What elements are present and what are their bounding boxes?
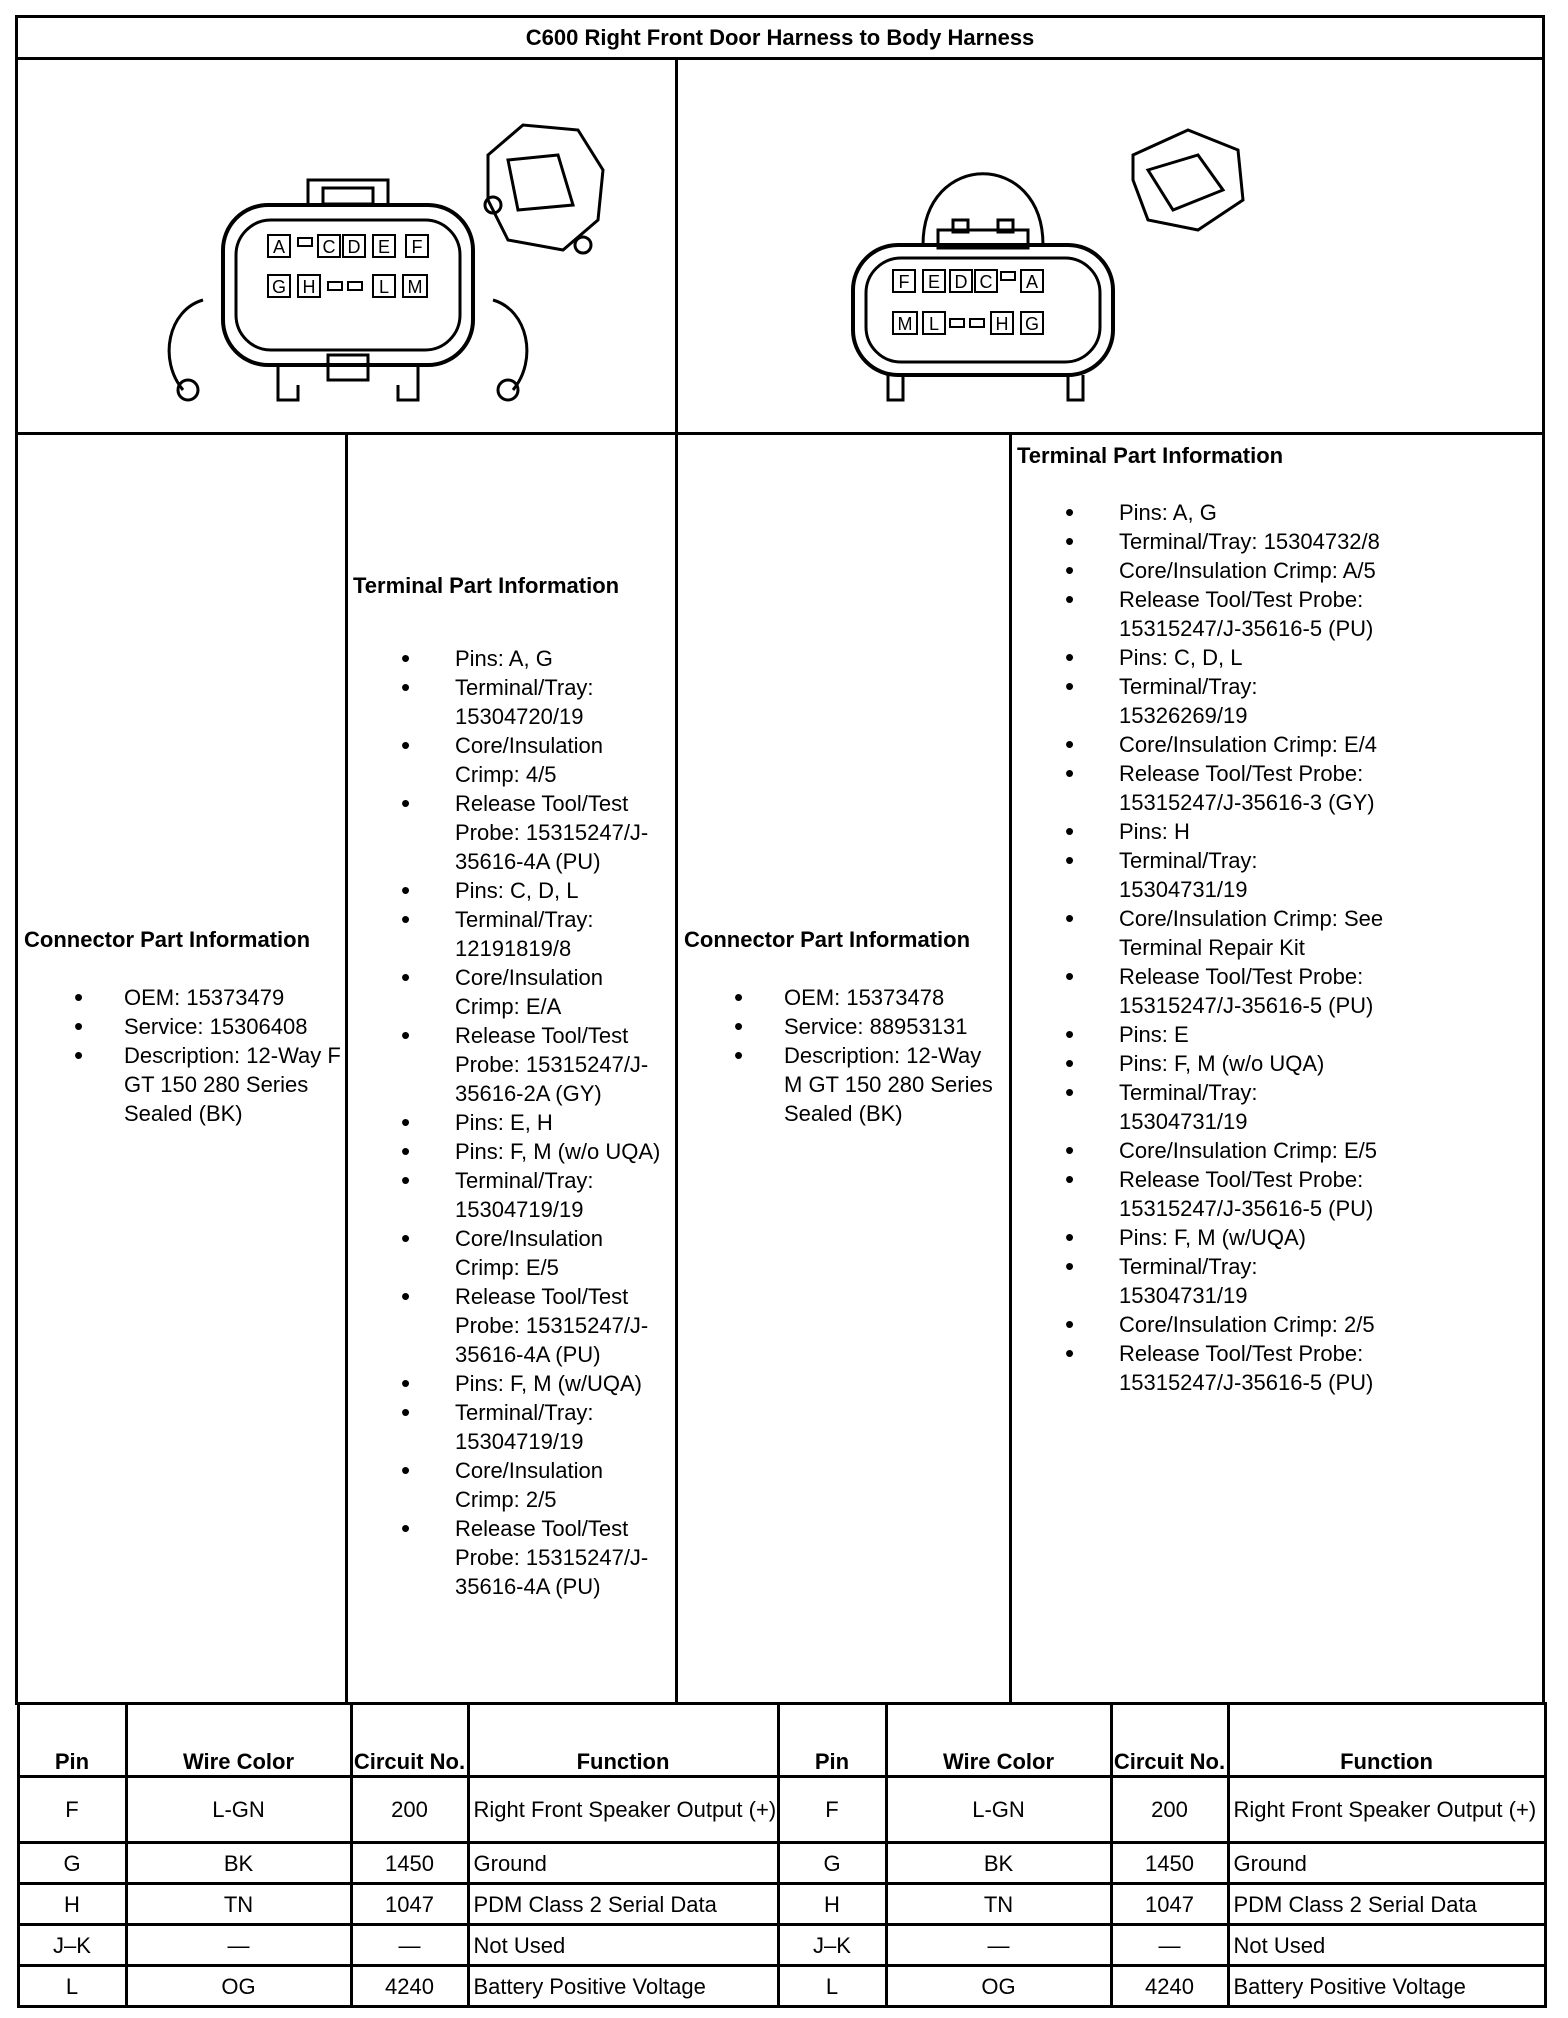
terminal-group	[1017, 1223, 1537, 1397]
pin-label: F	[411, 237, 423, 257]
wire-color-cell: OG	[886, 1966, 1111, 2007]
pin-label: H	[302, 277, 316, 297]
pin-cell: L	[18, 1966, 126, 2007]
connector-part-info	[24, 925, 344, 1128]
pin-label: C	[322, 237, 336, 257]
list-item: • Release Tool/Test Probe: 15315247/J-35616-3 (GY)	[1017, 759, 1419, 817]
terminal-group	[1017, 1020, 1537, 1223]
pin-table	[17, 1702, 1547, 2008]
wire-color-cell: BK	[126, 1843, 351, 1884]
pin-cell: G	[778, 1843, 886, 1884]
function-cell: Not Used	[1228, 1925, 1545, 1966]
left-connector-info	[17, 434, 347, 1704]
list-item: • Release Tool/Test Probe: 15315247/J-35616-4A (PU)	[353, 789, 673, 876]
list-item: • Service: 88953131	[684, 1012, 1004, 1041]
function-cell: Right Front Speaker Output (+)	[1228, 1777, 1545, 1843]
circuit-cell: 1047	[1111, 1884, 1228, 1925]
wire-color-cell: TN	[886, 1884, 1111, 1925]
list-item: • Release Tool/Test Probe: 15315247/J-35616-5 (PU)	[1017, 1339, 1419, 1397]
table-row	[18, 1777, 1545, 1843]
table-row	[18, 1843, 1545, 1884]
connector-document	[15, 15, 1542, 2005]
list-item: • Terminal/Tray: 15304732/8	[1017, 527, 1537, 556]
pin-cell: J–K	[778, 1925, 886, 1966]
list-item: • Pins: F, M (w/UQA)	[1017, 1223, 1537, 1252]
pin-label: L	[378, 277, 390, 297]
list-item: • Core/Insulation Crimp: E/5	[1017, 1136, 1537, 1165]
circuit-cell: 1450	[351, 1843, 468, 1884]
header-circuit: Circuit No.	[351, 1704, 468, 1777]
list-item: • Pins: E	[1017, 1020, 1537, 1049]
pin-cell: F	[778, 1777, 886, 1843]
list-item: • Pins: E, H	[353, 1108, 673, 1137]
female-connector-drawing	[18, 60, 678, 432]
function-cell: PDM Class 2 Serial Data	[468, 1884, 778, 1925]
wire-color-cell: L-GN	[886, 1777, 1111, 1843]
terminal-info-heading: Terminal Part Information	[353, 573, 620, 598]
pin-label: D	[347, 237, 361, 257]
terminal-group	[1017, 643, 1537, 817]
function-cell: Ground	[1228, 1843, 1545, 1884]
function-cell: Right Front Speaker Output (+)	[468, 1777, 778, 1843]
terminal-part-info	[1017, 441, 1537, 1397]
pin-label: G	[271, 277, 287, 297]
list-item: • Pins: C, D, L	[1017, 643, 1537, 672]
left-terminal-info	[347, 434, 677, 1704]
list-item: • Terminal/Tray: 12191819/8	[353, 905, 673, 963]
terminal-group	[1017, 817, 1537, 1020]
terminal-group	[1017, 498, 1537, 643]
list-item: • Release Tool/Test Probe: 15315247/J-35616-4A (PU)	[353, 1282, 673, 1369]
wire-color-cell: OG	[126, 1966, 351, 2007]
pin-label: M	[897, 314, 913, 334]
male-connector-drawing	[678, 60, 1545, 432]
right-face-pins-bottom	[893, 312, 1043, 334]
pin-label: A	[1025, 272, 1039, 292]
list-item: • Core/Insulation Crimp: 2/5	[353, 1456, 673, 1514]
list-item: • Terminal/Tray: 15326269/19	[1017, 672, 1339, 730]
pin-label: E	[927, 272, 941, 292]
function-cell: Not Used	[468, 1925, 778, 1966]
circuit-cell: 200	[1111, 1777, 1228, 1843]
list-item: • Pins: A, G	[353, 644, 673, 673]
pin-cell: L	[778, 1966, 886, 2007]
list-item: • Pins: A, G	[1017, 498, 1537, 527]
wire-color-cell: L-GN	[126, 1777, 351, 1843]
pin-cell: H	[778, 1884, 886, 1925]
header-pin: Pin	[18, 1704, 126, 1777]
list-item: • Core/Insulation Crimp: A/5	[1017, 556, 1537, 585]
list-item: • Terminal/Tray: 15304731/19	[1017, 1252, 1339, 1310]
list-item: • Release Tool/Test Probe: 15315247/J-35616-5 (PU)	[1017, 962, 1419, 1020]
list-item: • Core/Insulation Crimp: E/5	[353, 1224, 673, 1282]
terminal-group	[353, 1108, 673, 1369]
left-face-pins-top	[268, 235, 428, 257]
list-item: • Pins: C, D, L	[353, 876, 673, 905]
function-cell: Battery Positive Voltage	[468, 1966, 778, 2007]
list-item: • Pins: F, M (w/o UQA)	[1017, 1049, 1537, 1078]
wire-color-cell: BK	[886, 1843, 1111, 1884]
list-item: • Terminal/Tray: 15304719/19	[353, 1166, 673, 1224]
pin-label: H	[995, 314, 1009, 334]
connector-info-heading: Connector Part Information	[684, 927, 971, 952]
wire-color-cell: —	[126, 1925, 351, 1966]
terminal-group	[353, 876, 673, 1108]
table-row	[18, 1884, 1545, 1925]
connector-info-list	[684, 983, 1004, 1128]
list-item: • Terminal/Tray: 15304720/19	[353, 673, 673, 731]
document-title: C600 Right Front Door Harness to Body Harness	[17, 17, 1544, 59]
circuit-cell: 1450	[1111, 1843, 1228, 1884]
terminal-group	[353, 644, 673, 876]
list-item: • Terminal/Tray: 15304719/19	[353, 1398, 673, 1456]
right-face-pins-top	[893, 270, 1043, 292]
pin-table-wrapper	[17, 1704, 1544, 2009]
connector-info-list	[24, 983, 344, 1128]
function-cell: PDM Class 2 Serial Data	[1228, 1884, 1545, 1925]
connector-info-heading: Connector Part Information	[24, 927, 311, 952]
function-cell: Battery Positive Voltage	[1228, 1966, 1545, 2007]
pin-label: G	[1024, 314, 1040, 334]
circuit-cell: 1047	[351, 1884, 468, 1925]
right-connector-info	[677, 434, 1011, 1704]
pin-label: A	[272, 237, 286, 257]
list-item: • Core/Insulation Crimp: E/A	[353, 963, 673, 1021]
wire-color-cell: —	[886, 1925, 1111, 1966]
circuit-cell: 200	[351, 1777, 468, 1843]
left-connector-illustration	[17, 59, 677, 434]
list-item: • OEM: 15373478	[684, 983, 1004, 1012]
table-row	[18, 1966, 1545, 2007]
list-item: • Terminal/Tray: 15304731/19	[1017, 1078, 1339, 1136]
pin-cell: F	[18, 1777, 126, 1843]
left-face-pins-bottom	[268, 275, 427, 297]
header-function: Function	[468, 1704, 778, 1777]
pin-label: L	[928, 314, 940, 334]
pin-label: M	[407, 277, 423, 297]
list-item: • Description: 12-Way M GT 150 280 Series Sealed (BK)	[684, 1041, 1004, 1128]
table-row	[18, 1925, 1545, 1966]
list-item: • Service: 15306408	[24, 1012, 344, 1041]
list-item: • Pins: F, M (w/o UQA)	[353, 1137, 673, 1166]
header-function: Function	[1228, 1704, 1545, 1777]
pin-label: F	[898, 272, 910, 292]
terminal-group	[353, 1369, 673, 1601]
terminal-info-heading: Terminal Part Information	[1017, 443, 1284, 468]
header-circuit: Circuit No.	[1111, 1704, 1228, 1777]
circuit-cell: 4240	[351, 1966, 468, 2007]
pin-label: D	[954, 272, 968, 292]
circuit-cell: 4240	[1111, 1966, 1228, 2007]
list-item: • OEM: 15373479	[24, 983, 344, 1012]
connector-part-info	[684, 925, 1004, 1128]
circuit-cell: —	[351, 1925, 468, 1966]
list-item: • Pins: F, M (w/UQA)	[353, 1369, 673, 1398]
pin-cell: J–K	[18, 1925, 126, 1966]
list-item: • Pins: H	[1017, 817, 1537, 846]
terminal-part-info	[353, 571, 673, 1601]
pin-cell: G	[18, 1843, 126, 1884]
list-item: • Core/Insulation Crimp: 2/5	[1017, 1310, 1537, 1339]
wire-color-cell: TN	[126, 1884, 351, 1925]
pin-cell: H	[18, 1884, 126, 1925]
list-item: • Terminal/Tray: 15304731/19	[1017, 846, 1339, 904]
right-terminal-info	[1011, 434, 1544, 1704]
header-pin: Pin	[778, 1704, 886, 1777]
list-item: • Release Tool/Test Probe: 15315247/J-35616-5 (PU)	[1017, 1165, 1419, 1223]
list-item: • Release Tool/Test Probe: 15315247/J-35616-2A (GY)	[353, 1021, 673, 1108]
connector-table	[15, 15, 1545, 2008]
pin-label: C	[979, 272, 993, 292]
header-wire-color: Wire Color	[126, 1704, 351, 1777]
pin-label: E	[377, 237, 391, 257]
list-item: • Core/Insulation Crimp: E/4	[1017, 730, 1537, 759]
circuit-cell: —	[1111, 1925, 1228, 1966]
list-item: • Core/Insulation Crimp: See Terminal Repair Kit	[1017, 904, 1439, 962]
right-connector-illustration	[677, 59, 1544, 434]
list-item: • Description: 12-Way F GT 150 280 Series Sealed (BK)	[24, 1041, 344, 1128]
function-cell: Ground	[468, 1843, 778, 1884]
header-wire-color: Wire Color	[886, 1704, 1111, 1777]
list-item: • Release Tool/Test Probe: 15315247/J-35616-5 (PU)	[1017, 585, 1419, 643]
list-item: • Release Tool/Test Probe: 15315247/J-35616-4A (PU)	[353, 1514, 673, 1601]
list-item: • Core/Insulation Crimp: 4/5	[353, 731, 673, 789]
